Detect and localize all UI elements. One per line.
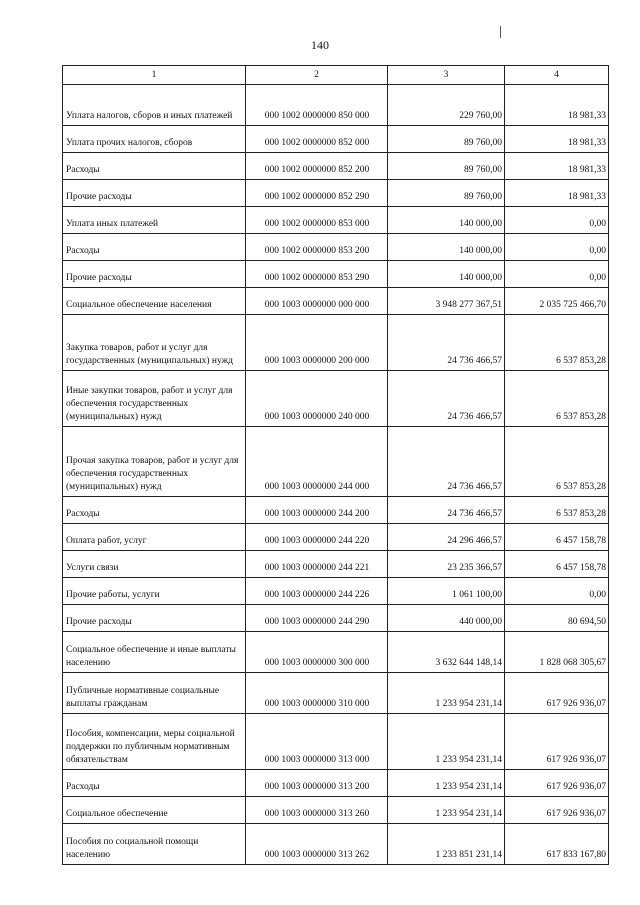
row-name: Уплата иных платежей [63, 207, 246, 234]
row-value-col3: 3 948 277 367,51 [388, 288, 505, 315]
table-header-row [63, 66, 609, 85]
row-value-col3: 3 632 644 148,14 [388, 632, 505, 673]
row-code: 000 1003 0000000 000 000 [246, 288, 388, 315]
row-value-col4: 18 981,33 [505, 85, 609, 126]
row-value-col3: 229 760,00 [388, 85, 505, 126]
row-value-col4: 0,00 [505, 234, 609, 261]
row-code: 000 1002 0000000 852 000 [246, 126, 388, 153]
row-value-col4: 2 035 725 466,70 [505, 288, 609, 315]
row-name: Прочая закупка товаров, работ и услуг для обеспечения государственных (муниципальных) нужд [63, 427, 246, 497]
row-code: 000 1003 0000000 244 226 [246, 578, 388, 605]
row-name: Расходы [63, 497, 246, 524]
row-value-col4: 617 926 936,07 [505, 797, 609, 824]
row-value-col4: 6 537 853,28 [505, 371, 609, 427]
row-code: 000 1003 0000000 313 262 [246, 824, 388, 865]
row-value-col4: 6 537 853,28 [505, 427, 609, 497]
budget-table [62, 65, 609, 865]
row-code: 000 1003 0000000 244 200 [246, 497, 388, 524]
table-row [63, 770, 609, 797]
table-row [63, 261, 609, 288]
table-row [63, 427, 609, 497]
row-value-col3: 24 736 466,57 [388, 315, 505, 371]
table-row [63, 85, 609, 126]
row-value-col4: 80 694,50 [505, 605, 609, 632]
table-row [63, 632, 609, 673]
row-name: Прочие расходы [63, 605, 246, 632]
scan-mark [500, 26, 501, 38]
row-value-col4: 18 981,33 [505, 180, 609, 207]
table-row [63, 605, 609, 632]
row-name: Социальное обеспечение населения [63, 288, 246, 315]
table-row [63, 371, 609, 427]
page-number: 140 [311, 38, 329, 52]
row-code: 000 1003 0000000 244 000 [246, 427, 388, 497]
row-code: 000 1003 0000000 244 221 [246, 551, 388, 578]
row-code: 000 1002 0000000 850 000 [246, 85, 388, 126]
row-value-col3: 1 233 851 231,14 [388, 824, 505, 865]
row-value-col4: 6 457 158,78 [505, 524, 609, 551]
table-row [63, 524, 609, 551]
row-value-col4: 617 926 936,07 [505, 714, 609, 770]
row-code: 000 1002 0000000 853 200 [246, 234, 388, 261]
row-name: Прочие работы, услуги [63, 578, 246, 605]
row-code: 000 1002 0000000 853 000 [246, 207, 388, 234]
row-code: 000 1003 0000000 244 220 [246, 524, 388, 551]
row-name: Иные закупки товаров, работ и услуг для обеспечения государственных (муниципальных) нужд [63, 371, 246, 427]
row-code: 000 1002 0000000 852 200 [246, 153, 388, 180]
table-row [63, 288, 609, 315]
row-value-col3: 24 736 466,57 [388, 497, 505, 524]
row-name: Оплата работ, услуг [63, 524, 246, 551]
row-value-col4: 6 537 853,28 [505, 497, 609, 524]
row-name: Публичные нормативные социальные выплаты гражданам [63, 673, 246, 714]
row-name: Уплата прочих налогов, сборов [63, 126, 246, 153]
row-value-col3: 1 233 954 231,14 [388, 673, 505, 714]
row-name: Социальное обеспечение [63, 797, 246, 824]
table-row [63, 714, 609, 770]
column-header: 3 [388, 66, 505, 85]
row-value-col4: 18 981,33 [505, 126, 609, 153]
row-value-col3: 89 760,00 [388, 180, 505, 207]
table-row [63, 578, 609, 605]
row-value-col3: 140 000,00 [388, 207, 505, 234]
row-value-col3: 440 000,00 [388, 605, 505, 632]
row-code: 000 1003 0000000 313 000 [246, 714, 388, 770]
row-value-col3: 89 760,00 [388, 126, 505, 153]
row-code: 000 1002 0000000 852 290 [246, 180, 388, 207]
row-value-col3: 24 736 466,57 [388, 427, 505, 497]
column-header: 2 [246, 66, 388, 85]
row-value-col4: 617 833 167,80 [505, 824, 609, 865]
row-value-col3: 24 296 466,57 [388, 524, 505, 551]
row-name: Уплата налогов, сборов и иных платежей [63, 85, 246, 126]
table-row [63, 315, 609, 371]
row-value-col3: 89 760,00 [388, 153, 505, 180]
row-value-col4: 1 828 068 305,67 [505, 632, 609, 673]
table-row [63, 207, 609, 234]
row-value-col4: 0,00 [505, 578, 609, 605]
row-value-col3: 23 235 366,57 [388, 551, 505, 578]
table-row [63, 673, 609, 714]
row-code: 000 1002 0000000 853 290 [246, 261, 388, 288]
row-name: Расходы [63, 153, 246, 180]
table-row [63, 153, 609, 180]
row-value-col4: 18 981,33 [505, 153, 609, 180]
row-name: Закупка товаров, работ и услуг для государственных (муниципальных) нужд [63, 315, 246, 371]
table-row [63, 180, 609, 207]
table-row [63, 824, 609, 865]
row-value-col4: 617 926 936,07 [505, 770, 609, 797]
row-value-col4: 0,00 [505, 207, 609, 234]
table-row [63, 551, 609, 578]
row-name: Социальное обеспечение и иные выплаты населению [63, 632, 246, 673]
row-code: 000 1003 0000000 300 000 [246, 632, 388, 673]
table-row [63, 234, 609, 261]
row-code: 000 1003 0000000 200 000 [246, 315, 388, 371]
row-value-col3: 1 061 100,00 [388, 578, 505, 605]
row-value-col3: 1 233 954 231,14 [388, 797, 505, 824]
column-header: 1 [63, 66, 246, 85]
row-name: Услуги связи [63, 551, 246, 578]
row-name: Расходы [63, 234, 246, 261]
row-code: 000 1003 0000000 310 000 [246, 673, 388, 714]
row-name: Пособия по социальной помощи населению [63, 824, 246, 865]
row-code: 000 1003 0000000 244 290 [246, 605, 388, 632]
row-value-col4: 6 457 158,78 [505, 551, 609, 578]
row-name: Прочие расходы [63, 261, 246, 288]
row-name: Пособия, компенсации, меры социальной поддержки по публичным нормативным обязательствам [63, 714, 246, 770]
table-row [63, 126, 609, 153]
row-value-col4: 0,00 [505, 261, 609, 288]
table-row [63, 497, 609, 524]
row-value-col3: 24 736 466,57 [388, 371, 505, 427]
row-value-col4: 617 926 936,07 [505, 673, 609, 714]
row-value-col4: 6 537 853,28 [505, 315, 609, 371]
row-code: 000 1003 0000000 240 000 [246, 371, 388, 427]
row-value-col3: 1 233 954 231,14 [388, 770, 505, 797]
table-row [63, 797, 609, 824]
row-name: Расходы [63, 770, 246, 797]
row-code: 000 1003 0000000 313 260 [246, 797, 388, 824]
column-header: 4 [505, 66, 609, 85]
row-value-col3: 140 000,00 [388, 261, 505, 288]
row-code: 000 1003 0000000 313 200 [246, 770, 388, 797]
row-value-col3: 1 233 954 231,14 [388, 714, 505, 770]
row-name: Прочие расходы [63, 180, 246, 207]
row-value-col3: 140 000,00 [388, 234, 505, 261]
